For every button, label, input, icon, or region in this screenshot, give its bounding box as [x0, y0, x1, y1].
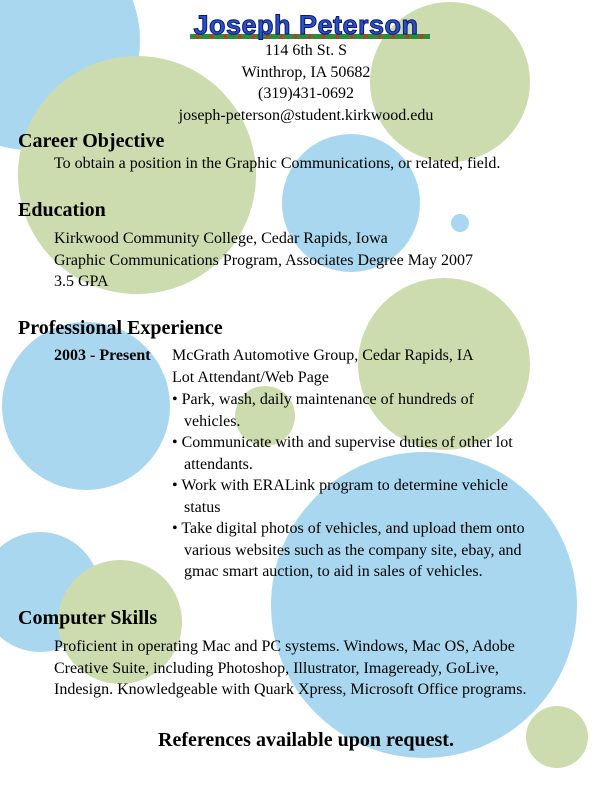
references-note: References available upon request. — [158, 729, 454, 751]
experience-employer: McGrath Automotive Group, Cedar Rapids, IA — [172, 347, 474, 364]
education-line-3: 3.5 GPA — [54, 273, 109, 290]
education-heading: Education — [18, 199, 106, 221]
career-objective-text: To obtain a position in the Graphic Communications, or related, field. — [54, 155, 501, 172]
duty-bullet: • Work with ERALink program to determine vehicle — [172, 477, 508, 494]
duty-bullet: • Park, wash, daily maintenance of hundreds of — [172, 391, 474, 408]
phone-number: (319)431-0692 — [258, 85, 354, 102]
duty-bullet-cont: various websites such as the company site, ebay, and — [184, 541, 522, 559]
duty-bullet-cont: attendants. — [184, 455, 253, 473]
email-address: joseph-peterson@student.kirkwood.edu — [178, 106, 434, 124]
duty-bullet-cont: vehicles. — [184, 412, 241, 430]
duty-bullet-cont: status — [184, 498, 221, 516]
skills-line-2: Creative Suite, including Photoshop, Illustrator, Imageready, GoLive, — [54, 659, 499, 677]
skills-line-3: Indesign. Knowledgeable with Quark Xpress, Microsoft Office programs. — [54, 681, 527, 698]
duty-bullet: • Take digital photos of vehicles, and upload them onto — [172, 520, 525, 537]
skills-heading: Computer Skills — [18, 607, 158, 629]
duty-bullet-cont: gmac smart auction, to aid in sales of vehicles. — [184, 563, 483, 580]
address-line-1: 114 6th St. S — [264, 42, 348, 59]
experience-heading: Professional Experience — [18, 317, 223, 339]
applicant-name: Joseph Peterson — [193, 10, 419, 40]
experience-dates: 2003 - Present — [54, 347, 151, 364]
education-line-1: Kirkwood Community College, Cedar Rapids, Iowa — [54, 230, 388, 247]
experience-title: Lot Attendant/Web Page — [172, 369, 329, 386]
address-line-2: Winthrop, IA 50682 — [241, 63, 371, 81]
skills-line-1: Proficient in operating Mac and PC systems. Windows, Mac OS, Adobe — [54, 638, 515, 655]
contact-block — [0, 40, 612, 126]
education-line-2: Graphic Communications Program, Associates Degree May 2007 — [54, 251, 474, 269]
career-objective-heading: Career Objective — [18, 130, 165, 152]
duty-bullet: • Communicate with and supervise duties of other lot — [172, 434, 513, 451]
